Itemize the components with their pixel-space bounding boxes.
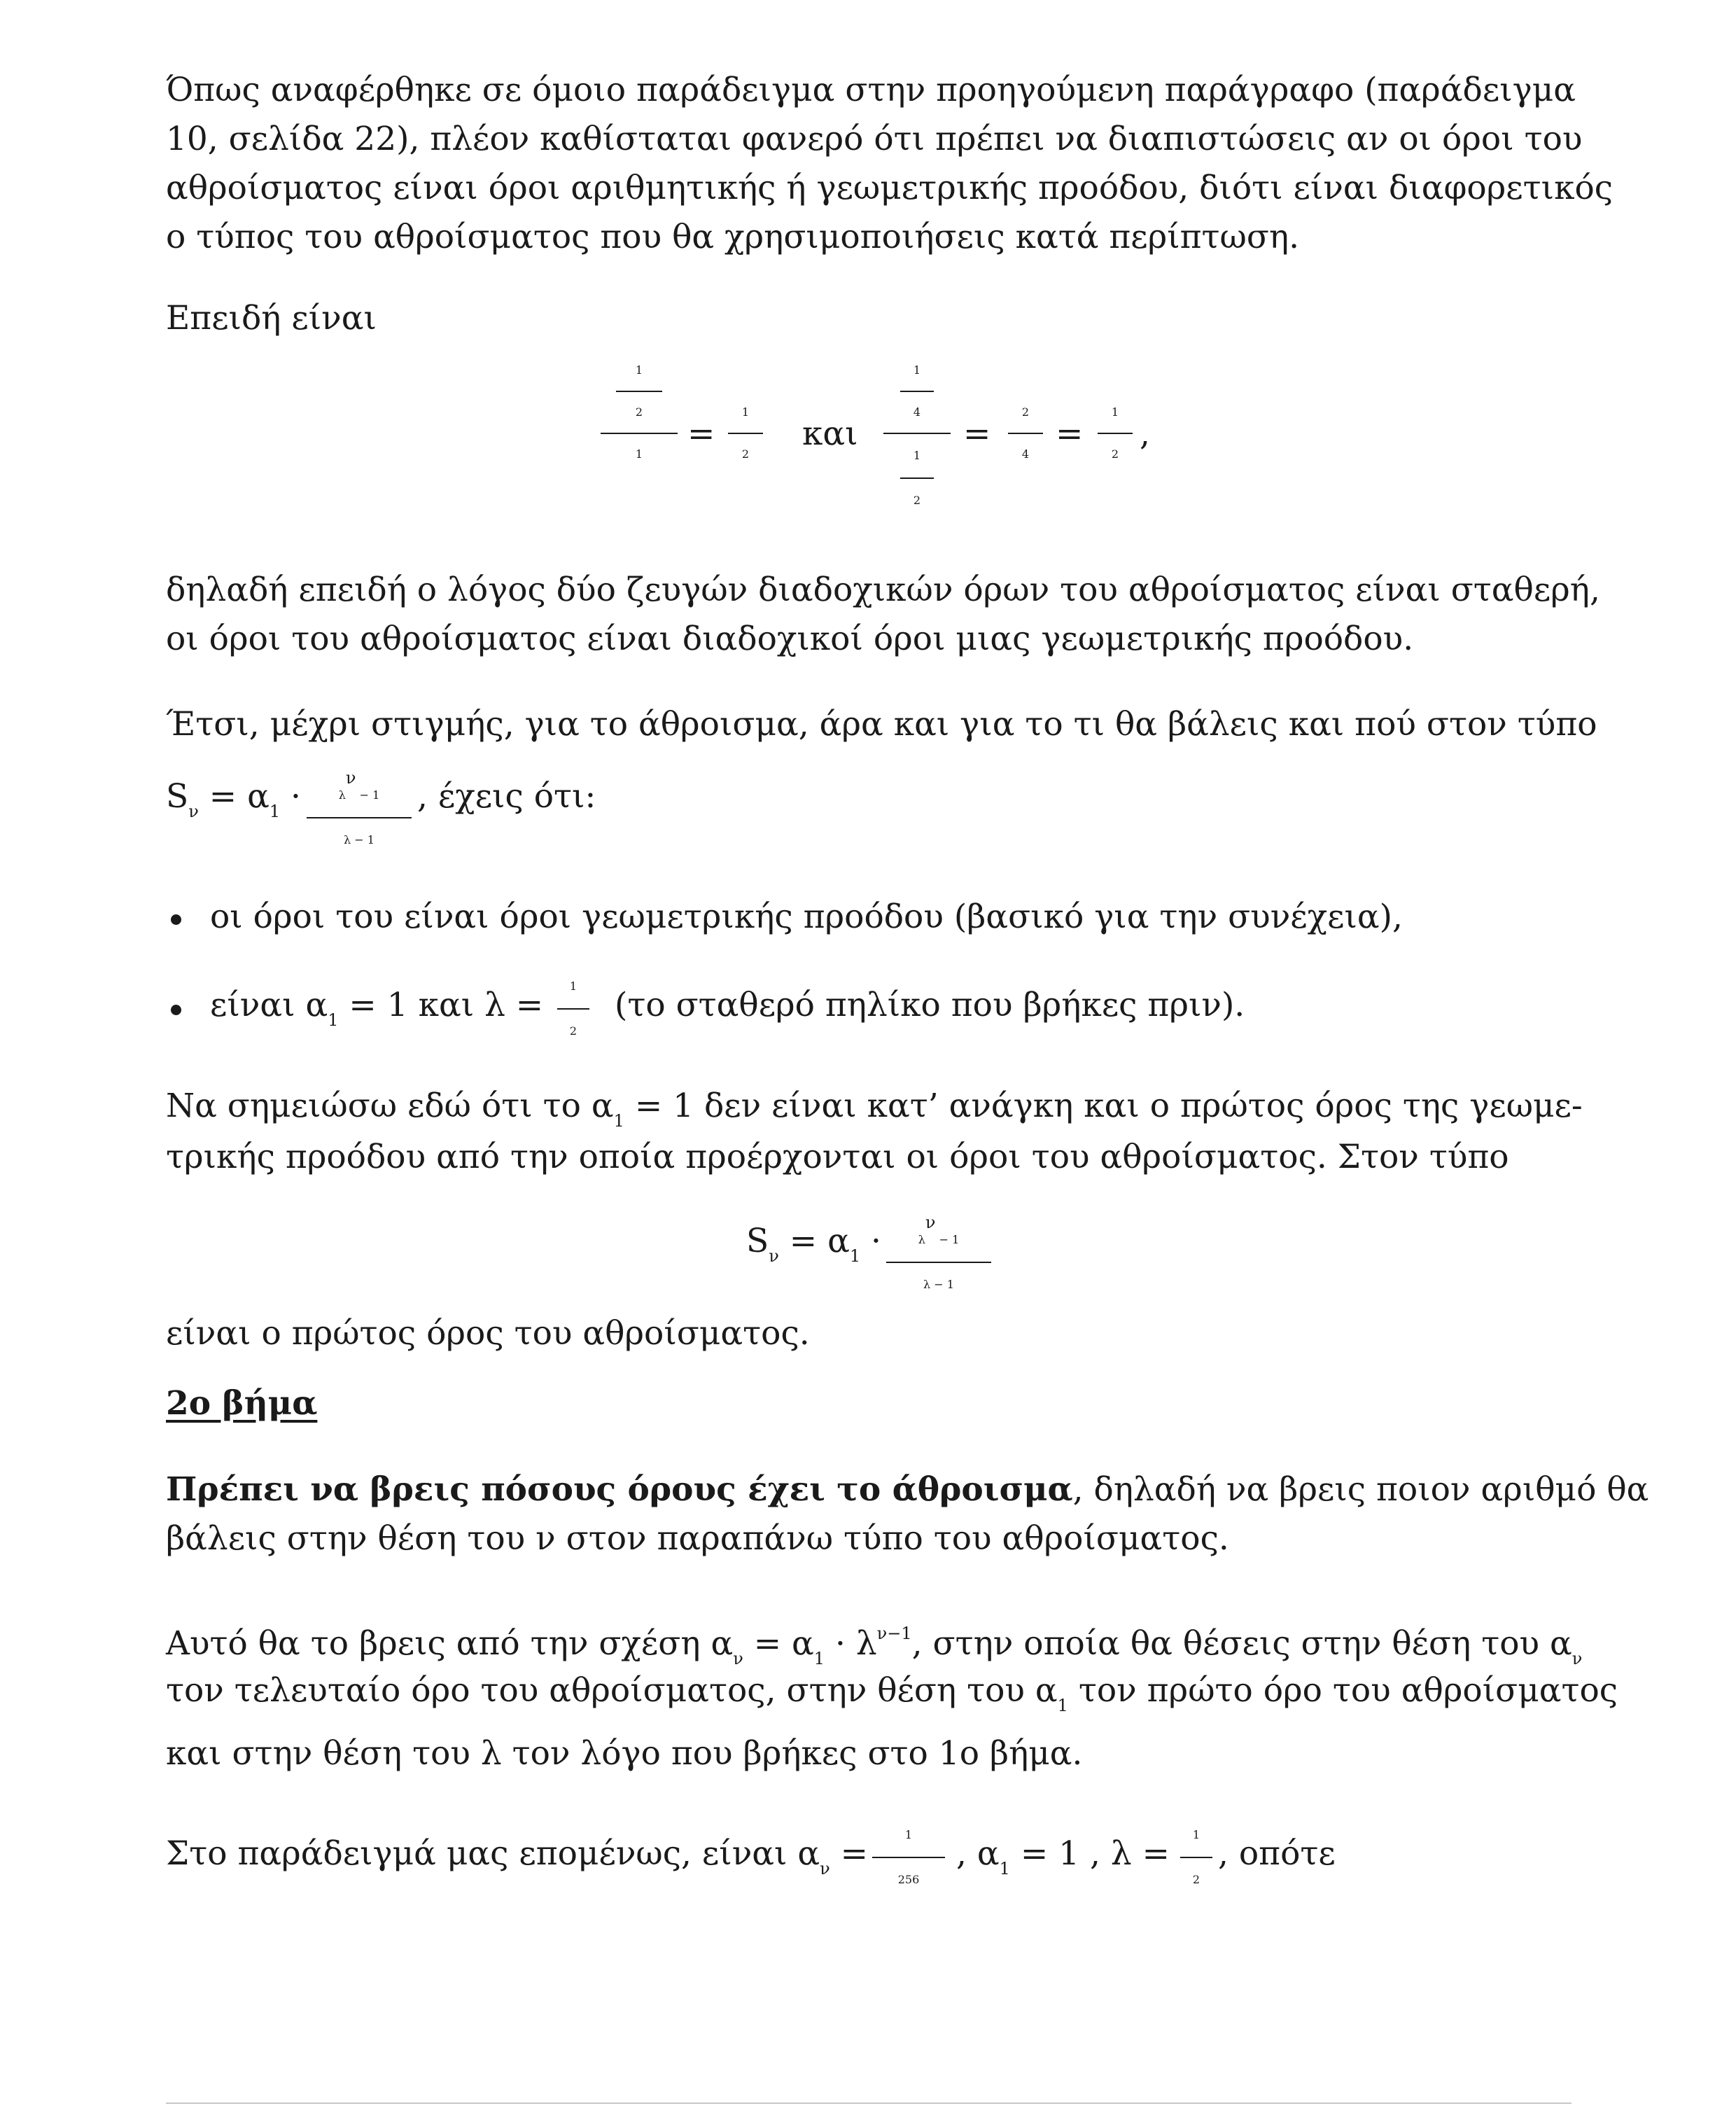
fraction-one-half: 1 2 bbox=[557, 965, 589, 1053]
intro-line-3: αθροίσματος είναι όροι αριθμητικής ή γεωμετρικής προόδου, διότι είναι διαφορετικός bbox=[166, 169, 1614, 207]
note-line-2: τρικής προόδου από την οποία προέρχονται οι όροι του αθροίσματος. Στον τύπο bbox=[166, 1138, 1509, 1176]
etsi-line-1: Έτσι, μέχρι στιγμής, για το άθροισμα, άρα και για το τι θα βάλεις και πού στον τύπο bbox=[166, 705, 1597, 744]
comma: , bbox=[1140, 414, 1150, 453]
auto-line-1: Αυτό θα το βρεις από την σχέση $\alpha_\nu = \alpha_1 \cdot \lambda^{\nu-1}$, στην οποία θα θέσεις στην θέση του $\alpha_\nu$ bbox=[166, 1624, 1583, 1668]
complex-fraction-2: 1 4 1 2 bbox=[883, 350, 951, 522]
auto-line-3: και στην θέση του λ τον λόγο που βρήκες στο 1ο βήμα. bbox=[166, 1734, 1083, 1773]
auto-line-2: τον τελευταίο όρο του αθροίσματος, στην θέση του $\alpha_1$ τον πρώτο όρο του αθροίσματος bbox=[166, 1671, 1618, 1715]
bullet-1-text: οι όροι του είναι όροι γεωμετρικής προόδου (βασικό για την συνέχεια), bbox=[210, 898, 1403, 936]
bullet-dot bbox=[171, 1005, 181, 1015]
dilady-line-1: δηλαδή επειδή ο λόγος δύο ζευγών διαδοχικών όρων του αθροίσματος είναι σταθερή, bbox=[166, 571, 1600, 609]
step2-line-1: Πρέπει να βρεις πόσους όρους έχει το άθροισμα, δηλαδή να βρεις ποιον αριθμό θα bbox=[166, 1470, 1649, 1509]
intro-line-1: Όπως αναφέρθηκε σε όμοιο παράδειγμα στην προηγούμενη παράγραφο (παράδειγμα bbox=[166, 71, 1576, 109]
dilady-line-2: οι όροι του αθροίσματος είναι διαδοχικοί όροι μιας γεωμετρικής προόδου. bbox=[166, 620, 1414, 658]
fraction-two-fourths: 2 4 bbox=[1008, 392, 1043, 475]
equals-sign: = bbox=[963, 414, 991, 453]
equals-sign: = bbox=[1056, 414, 1084, 453]
note-line-1: Να σημειώσω εδώ ότι το $\alpha_1 = 1$ δεν είναι κατ’ ανάγκη και ο πρώτος όρος της γεωμε- bbox=[166, 1087, 1583, 1131]
epeidi-text: Επειδή είναι bbox=[166, 299, 377, 337]
fraction-one-half: 1 2 bbox=[728, 392, 763, 475]
intro-line-2: 10, σελίδα 22), πλέον καθίσταται φανερό ότι πρέπει να διαπιστώσεις αν οι όροι του bbox=[166, 120, 1583, 158]
page-footer-divider bbox=[166, 2102, 1572, 2104]
fraction-one-over-256: 1 256 bbox=[872, 1813, 945, 1902]
bullet-dot bbox=[171, 914, 181, 925]
intro-line-4: ο τύπος του αθροίσματος που θα χρησιμοποιήσεις κατά περίπτωση. bbox=[166, 218, 1300, 256]
kai-text: και bbox=[802, 414, 858, 453]
step2-line-2: βάλεις στην θέση του ν στον παραπάνω τύπο του αθροίσματος. bbox=[166, 1519, 1229, 1558]
fraction-one-half: 1 2 bbox=[1098, 392, 1133, 475]
geometric-ratio-fraction: $\lambda^\nu - 1$ λ − 1 bbox=[307, 756, 412, 862]
step2-heading: 2ο βήμα bbox=[166, 1384, 318, 1423]
equals-sign: = bbox=[687, 414, 715, 453]
fraction-one-half: 1 2 bbox=[1180, 1813, 1212, 1902]
complex-fraction-1: 1 2 1 bbox=[601, 350, 678, 475]
note-line-3: είναι ο πρώτος όρος του αθροίσματος. bbox=[166, 1314, 810, 1353]
document-page: Όπως αναφέρθηκε σε όμοιο παράδειγμα στην προηγούμενη παράγραφο (παράδειγμα 10, σελίδα 22), πλέον καθίσταται φανερό ότι πρέπει να διαπιστώσεις αν οι όροι του αθροίσματος είναι όροι αριθμητικής ή γεωμετρικής προόδου, διότι είναι διαφορετικός ο τύπος του αθροίσματος που θα χρησιμοποιήσεις κατά περίπτωση. Επειδή είναι 1 2 1 = 1 2 και 1 4 1 2 = 2 4 = 1 2 , δηλαδή επειδή ο λόγος δύο ζευγών διαδοχικών όρων του αθροίσματος είναι σταθερή, οι όροι του αθροίσματος είναι διαδοχικοί όροι μιας γεωμετρικής προόδου. Έτσι, μέχρι στιγμής, για το άθροισμα, άρα και για το τι θα βάλεις και πού στον τύπο $S_\nu = \alpha_1$ · $\lambda^\nu - 1$ λ − 1 , έχεις ότι: οι όροι του είναι όροι γεωμετρικής προόδου (βασικό για την συνέχεια), είναι $\alpha_1 = 1$ και λ = 1 2 (το σταθερό πηλίκο που βρήκες πριν). Να σημειώσω εδώ ότι το $\alpha_1 = 1$ δεν είναι κατ’ ανάγκη και ο πρώτος όρος της γεωμε- τρικής προόδου από την οποία προέρχονται οι όροι του αθροίσματος. Στον τύπο $S_\nu = \alpha_1$ · $\lambda^\nu - 1$ λ − 1 είναι ο πρώτος όρος του αθροίσματος. 2ο βήμα Πρέπει να βρεις πόσους όρους έχει το άθροισμα, δηλαδή να βρεις ποιον αριθμό θα βάλεις στην θέση του ν στον παραπάνω τύπο του αθροίσματος. Αυτό θα το βρεις από την σχέση $\alpha_\nu = \alpha_1 \cdot \lambda^{\nu-1}$, στην οποία θα θέσεις στην θέση του $\alpha_\nu$ τον τελευταίο όρο του αθροίσματος, στην θέση του $\alpha_1$ τον πρώτο όρο του αθροίσματος και στην θέση του λ τον λόγο που βρήκες στο 1ο βήμα. Στο παράδειγμά μας επομένως, είναι $\alpha_\nu$ = 1 256 , $\alpha_1 = 1$ , λ = 1 2 , οπότε bbox=[0, 0, 1736, 2113]
geometric-ratio-fraction: $\lambda^\nu - 1$ λ − 1 bbox=[886, 1201, 991, 1306]
